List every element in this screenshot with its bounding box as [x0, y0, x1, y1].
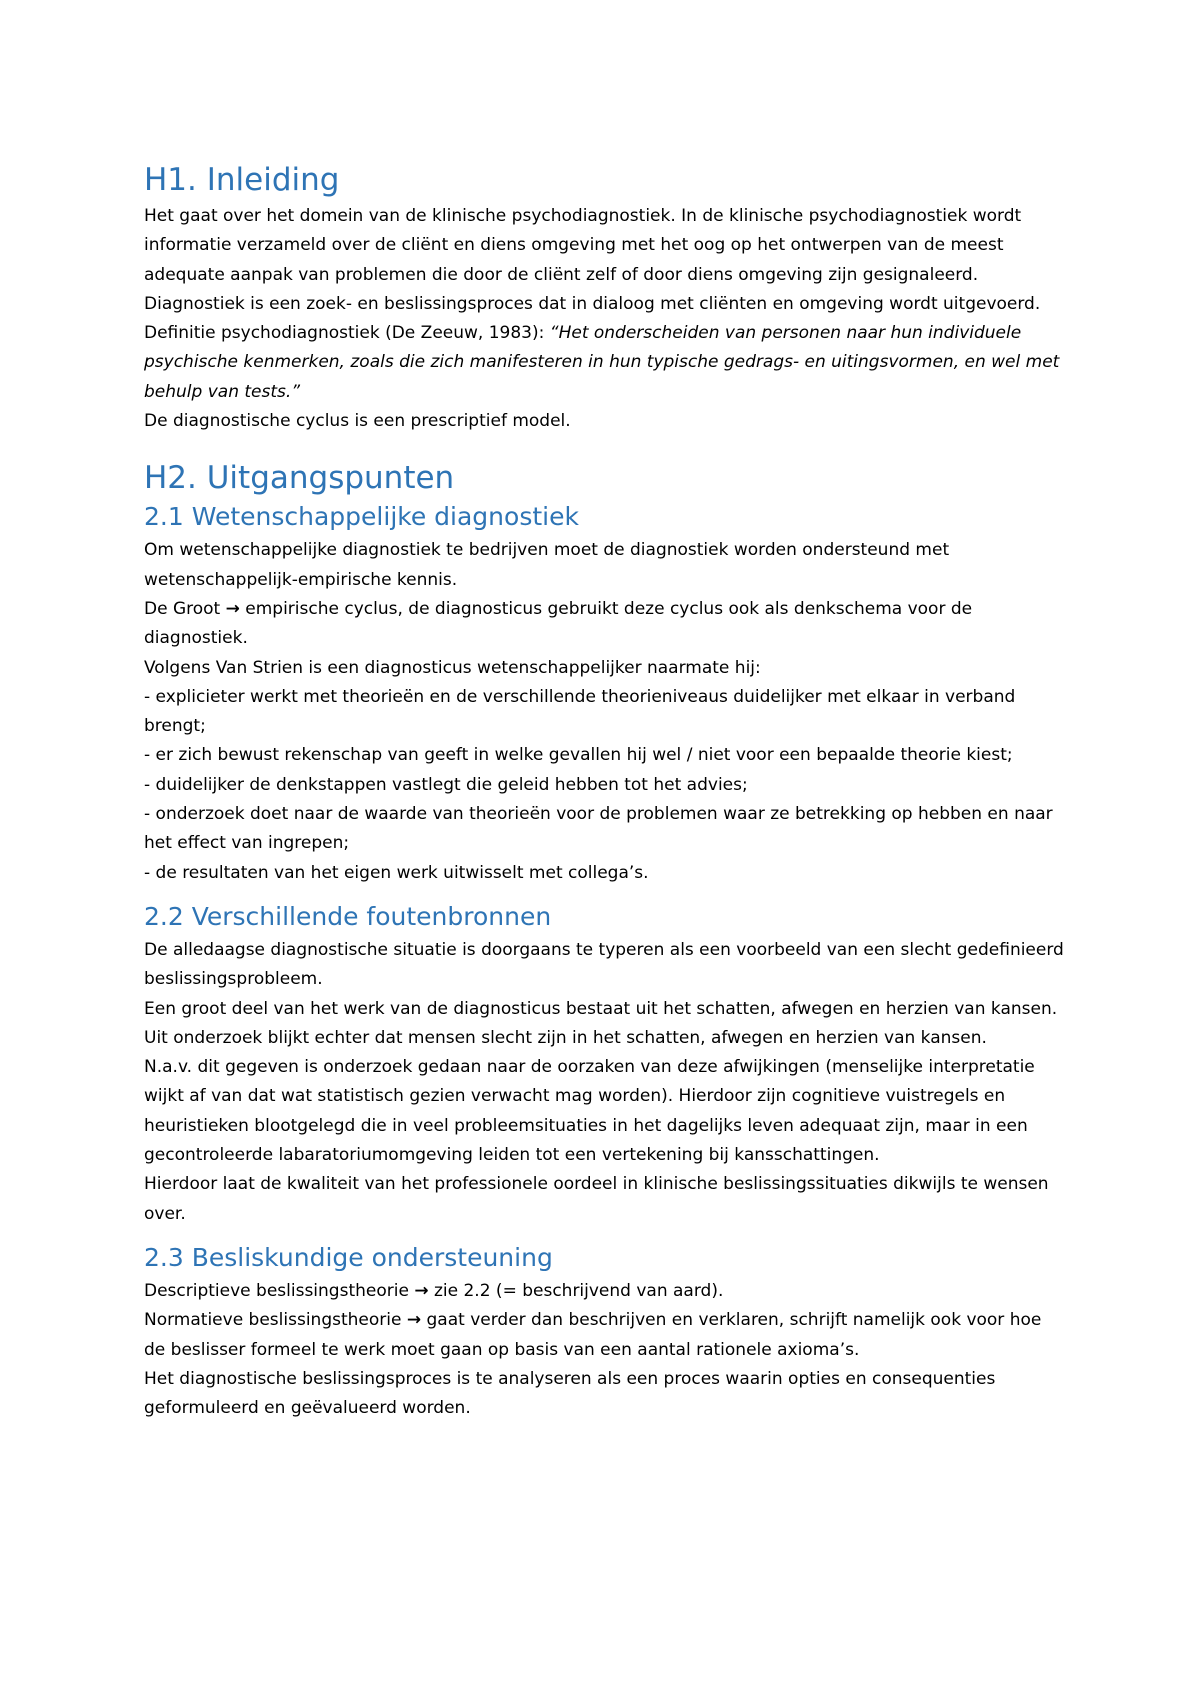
- list-item: - explicieter werkt met theorieën en de verschillende theorieniveaus duidelijker met elkaar in verband brengt;: [144, 686, 1016, 737]
- paragraph-descriptieve: Descriptieve beslissingstheorie → zie 2.2 (= beschrijvend van aard).: [144, 1280, 724, 1301]
- paragraph: Het diagnostische beslissingsproces is te analyseren als een proces waarin opties en consequenties geformuleerd en geëvalueerd worden.: [144, 1368, 996, 1419]
- heading-2-1: 2.1 Wetenschappelijke diagnostiek: [144, 502, 579, 532]
- arrow-right-icon: →: [225, 598, 240, 619]
- paragraph: Diagnostiek is een zoek- en beslissingsproces dat in dialoog met cliënten en omgeving wordt uitgevoerd.: [144, 293, 1041, 314]
- paragraph: Hierdoor laat de kwaliteit van het professionele oordeel in klinische beslissingssituaties dikwijls te wensen over.: [144, 1174, 1049, 1224]
- paragraph: Om wetenschappelijke diagnostiek te bedrijven moet de diagnostiek worden ondersteund met wetenschappelijk-empirische kennis.: [144, 540, 950, 590]
- list-item: - onderzoek doet naar de waarde van theorieën voor de problemen waar ze betrekking op hebben en naar het effect van ingrepen;: [144, 804, 1053, 854]
- paragraph: Het gaat over het domein van de klinische psychodiagnostiek. In de klinische psychodiagnostiek wordt informatie verzameld over de cliënt en diens omgeving met het oog op het ontwerpen van de meest adequate aanpak van problemen die door de cliënt zelf of door diens omgeving zijn gesignaleerd.: [144, 206, 1022, 285]
- paragraph-normatieve: Normatieve beslissingstheorie → gaat verder dan beschrijven en verklaren, schrijft namelijk ook voor hoe de beslisser formeel te werk moet gaan op basis van een aantal rationele axioma’s.: [144, 1310, 1042, 1360]
- list-item: - de resultaten van het eigen werk uitwisselt met collega’s.: [144, 862, 649, 883]
- heading-h2-uitgangspunten: H2. Uitgangspunten: [144, 460, 455, 497]
- heading-h1-inleiding: H1. Inleiding: [144, 162, 340, 198]
- paragraph: Een groot deel van het werk van de diagnosticus bestaat uit het schatten, afwegen en herzien van kansen. Uit onderzoek blijkt echter dat mensen slecht zijn in het schatten, afwegen en herzien van kansen.: [144, 998, 1058, 1048]
- arrow-right-icon: →: [406, 1310, 422, 1331]
- paragraph: Volgens Van Strien is een diagnosticus wetenschappelijker naarmate hij:: [144, 657, 761, 678]
- heading-2-2: 2.2 Verschillende foutenbronnen: [144, 901, 552, 931]
- definition-paragraph: [144, 319, 1064, 407]
- arrow-right-icon: →: [414, 1280, 429, 1301]
- list-item: - er zich bewust rekenschap van geeft in welke gevallen hij wel / niet voor een bepaalde theorie kiest;: [144, 745, 1013, 766]
- paragraph: De alledaagse diagnostische situatie is doorgaans te typeren als een voorbeeld van een slecht gedefinieerd beslissingsprobleem.: [144, 939, 1064, 990]
- definition-intro: Definitie psychodiagnostiek (De Zeeuw, 1983):: [144, 323, 550, 344]
- paragraph: N.a.v. dit gegeven is onderzoek gedaan naar de oorzaken van deze afwijkingen (menselijke interpretatie wijkt af van dat wat statistisch gezien verwacht mag worden). Hierdoor zijn cognitieve vuistregels en heuristieken blootgelegd die in veel probleemsituaties in het dagelijks leven adequaat zijn, maar in een gecontroleerde labaratoriumomgeving leiden tot een vertekening bij kansschattingen.: [144, 1057, 1035, 1166]
- paragraph: De diagnostische cyclus is een prescriptief model.: [144, 411, 571, 432]
- definition-quote: “Het onderscheiden van personen naar hun individuele psychische kenmerken, zoals die zich manifesteren in hun typische gedrags- en uitingsvormen, en wel met behulp van tests.”: [144, 323, 1060, 402]
- document-page: [144, 160, 1064, 1423]
- paragraph-de-groot: De Groot → empirische cyclus, de diagnosticus gebruikt deze cyclus ook als denkschema voor de diagnostiek.: [144, 598, 973, 649]
- list-item: - duidelijker de denkstappen vastlegt die geleid hebben tot het advies;: [144, 774, 748, 795]
- heading-2-3: 2.3 Besliskundige ondersteuning: [144, 1242, 553, 1272]
